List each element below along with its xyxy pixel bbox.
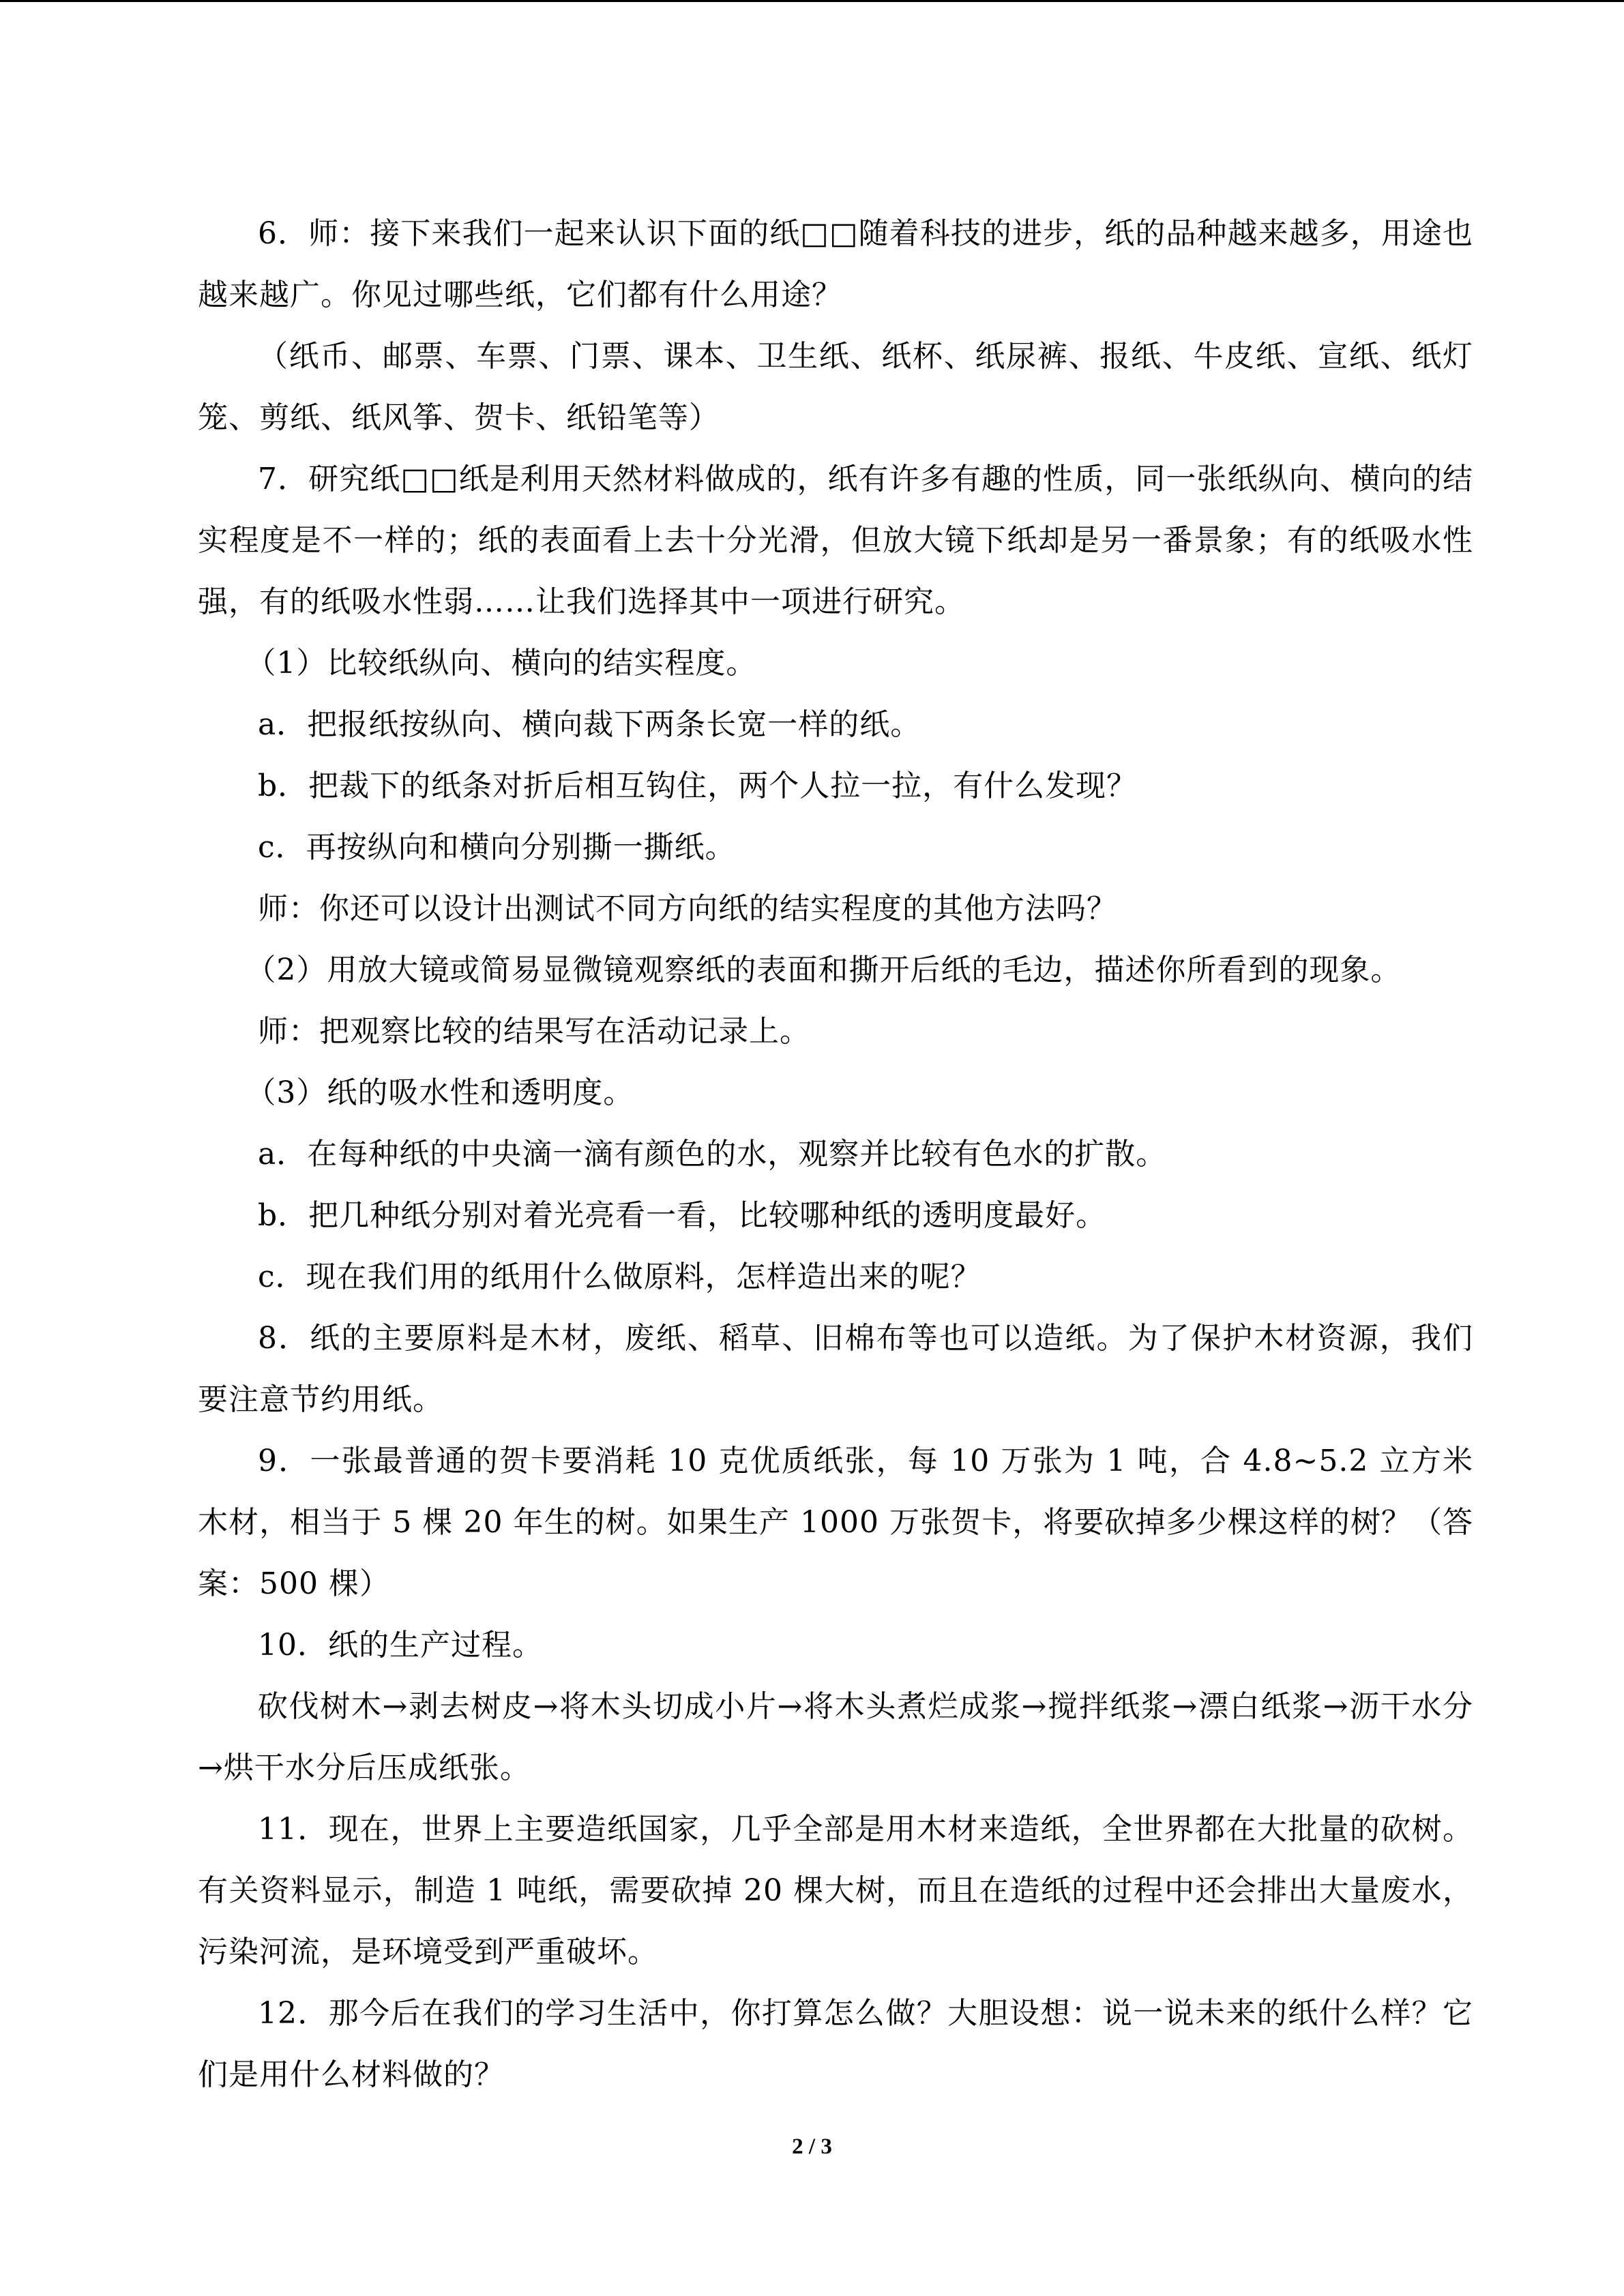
paragraph-6-examples: （纸币、邮票、车票、门票、课本、卫生纸、纸杯、纸尿裤、报纸、牛皮纸、宣纸、纸灯笼、剪纸、纸风筝、贺卡、纸铅笔等）	[198, 339, 1473, 435]
paragraph-7-research: 7．研究纸□□纸是利用天然材料做成的，纸有许多有趣的性质，同一张纸纵向、横向的结实程度是不一样的；纸的表面看上去十分光滑，但放大镜下纸却是另一番景象；有的纸吸水性强，有的纸吸水性弱……让我们选择其中一项进行研究。	[198, 462, 1473, 619]
document-body	[198, 203, 1473, 2106]
step-3c: c．现在我们用的纸用什么做原料，怎样造出来的呢？	[258, 1259, 981, 1294]
production-process: 砍伐树木→剥去树皮→将木头切成小片→将木头煮烂成浆→搅拌纸浆→漂白纸浆→沥干水分→烘干水分后压成纸张。	[198, 1689, 1473, 1785]
subsection-2-heading: （2）用放大镜或简易显微镜观察纸的表面和撕开后纸的毛边，描述你所看到的现象。	[246, 953, 1402, 987]
step-3b: b．把几种纸分别对着光亮看一看，比较哪种纸的透明度最好。	[258, 1198, 1107, 1233]
teacher-instruction-2: 师：把观察比较的结果写在活动记录上。	[258, 1014, 810, 1049]
step-3a: a．在每种纸的中央滴一滴有颜色的水，观察并比较有色水的扩散。	[258, 1137, 1167, 1172]
paragraph-9-greeting-cards: 9．一张最普通的贺卡要消耗 10 克优质纸张，每 10 万张为 1 吨，合 4.8~5.2 立方米木材，相当于 5 棵 20 年生的树。如果生产 1000 万张贺卡，将要砍掉多少棵这样的树？（答案：500 棵）	[198, 1444, 1473, 1601]
subsection-1-heading: （1）比较纸纵向、横向的结实程度。	[246, 646, 757, 681]
teacher-question-1: 师：你还可以设计出测试不同方向纸的结实程度的其他方法吗？	[258, 891, 1117, 926]
paragraph-11-environment: 11．现在，世界上主要造纸国家，几乎全部是用木材来造纸，全世界都在大批量的砍树。有关资料显示，制造 1 吨纸，需要砍掉 20 棵大树，而且在造纸的过程中还会排出大量废水，污染河流，是环境受到严重破坏。	[198, 1812, 1473, 1969]
subsection-3-heading: （3）纸的吸水性和透明度。	[246, 1075, 634, 1110]
paragraph-12-future: 12．那今后在我们的学习生活中，你打算怎么做？大胆设想：说一说未来的纸什么样？它们是用什么材料做的？	[198, 1996, 1473, 2092]
step-1b: b．把裁下的纸条对折后相互钩住，两个人拉一拉，有什么发现？	[258, 769, 1138, 803]
top-border-rule	[0, 0, 1624, 2]
paragraph-8-materials: 8．纸的主要原料是木材，废纸、稻草、旧棉布等也可以造纸。为了保护木材资源，我们要注意节约用纸。	[198, 1321, 1473, 1417]
paragraph-6-question: 6．师：接下来我们一起来认识下面的纸□□随着科技的进步，纸的品种越来越多，用途也越来越广。你见过哪些纸，它们都有什么用途？	[198, 216, 1473, 312]
step-1c: c．再按纵向和横向分别撕一撕纸。	[258, 830, 736, 865]
step-1a: a．把报纸按纵向、横向裁下两条长宽一样的纸。	[258, 707, 921, 742]
paragraph-10-heading: 10．纸的生产过程。	[258, 1628, 543, 1663]
page-number: 2 / 3	[792, 2134, 832, 2159]
